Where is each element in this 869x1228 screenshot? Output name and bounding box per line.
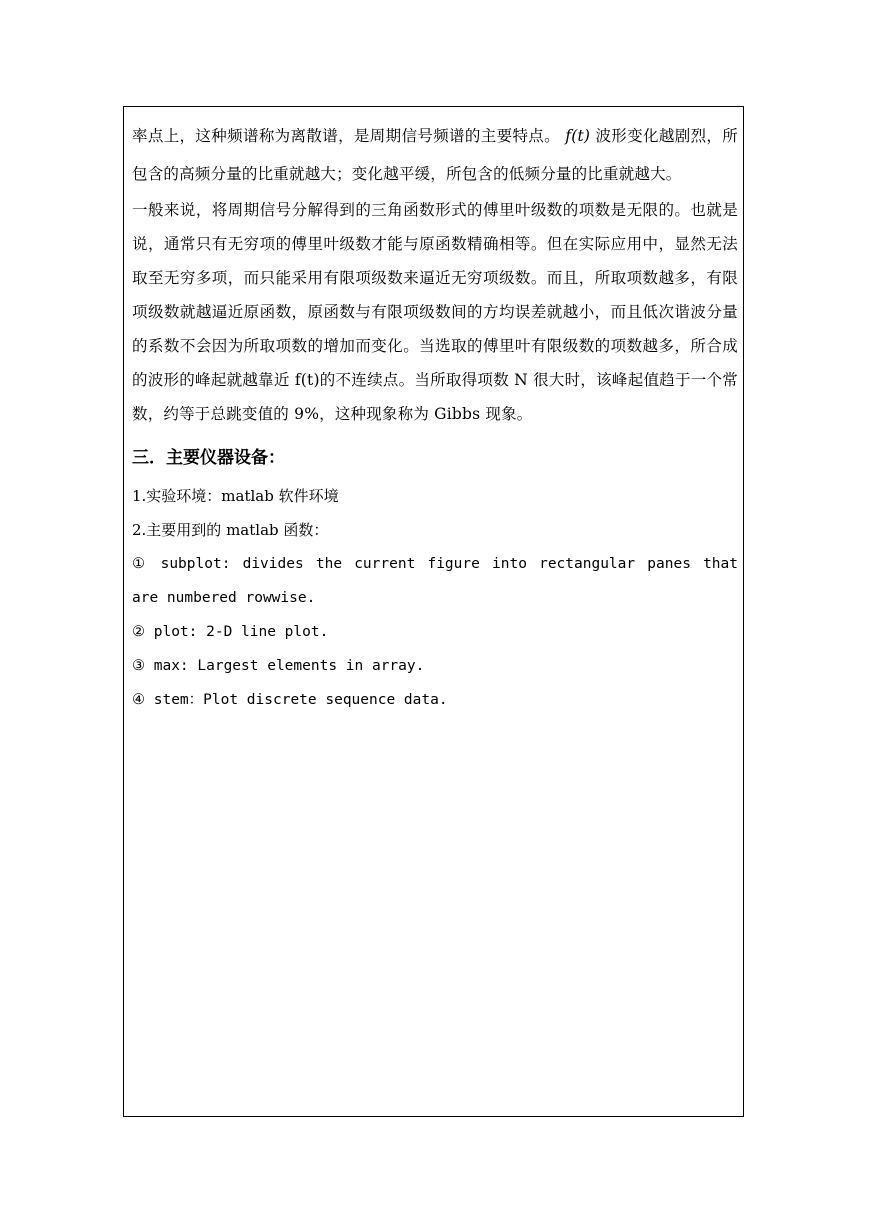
cell-content [132,117,738,717]
function-item-stem: ④ stem：Plot discrete sequence data. [132,692,448,708]
section-heading-equipment: 三．主要仪器设备： [132,448,285,468]
paragraph-spectrum [132,117,738,193]
paragraph-spectrum-text-a: 率点上，这种频谱称为离散谱，是周期信号频谱的主要特点。 [132,127,561,145]
paragraph-spectrum-text-b: 波形变化越剧烈，所包含的高频分量的比重就越大；变化越平缓，所包含的低频分量的比重就越大。 [132,127,738,183]
paragraph-fourier-series: 一般来说，将周期信号分解得到的三角函数形式的傅里叶级数的项数是无限的。也就是说，通常只有无穷项的傅里叶级数才能与原函数精确相等。但在实际应用中，显然无法取至无穷多项，而只能采用有限项级数来逼近无穷项级数。而且，所取项数越多，有限项级数就越逼近原函数，原函数与有限项级数间的方均误差就越小，而且低次谐波分量的系数不会因为所取项数的增加而变化。当选取的傅里叶有限级数的项数越多，所合成的波形的峰起就越靠近 f(t)的不连续点。当所取得项数 N 很大时，该峰起值趋于一个常数，约等于总跳变值的 9%，这种现象称为 Gibbs 现象。 [132,201,738,423]
function-item-plot: ② plot: 2-D line plot. [132,624,329,640]
equipment-item-environment: 1.实验环境：matlab 软件环境 [132,487,339,505]
function-item-subplot: ① subplot: divides the current figure into rectangular panes that are numbered rowwise. [132,556,738,606]
function-item-max: ③ max: Largest elements in array. [132,658,425,674]
content-table-cell [123,106,744,1117]
function-f-of-t: f(t) [565,127,591,145]
equipment-item-functions: 2.主要用到的 matlab 函数： [132,521,329,539]
